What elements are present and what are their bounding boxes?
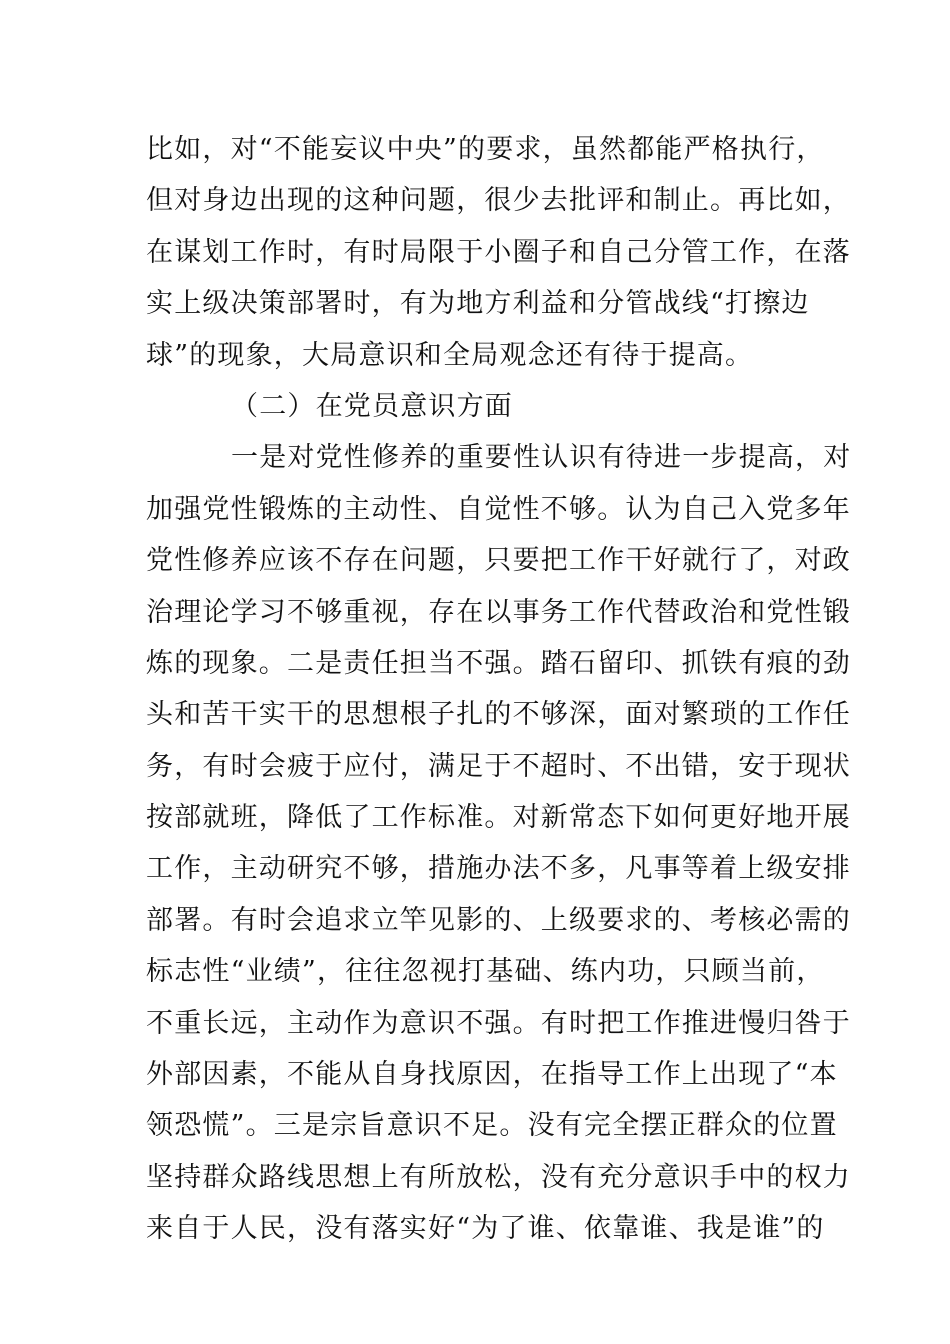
text-line: 不重长远，主动作为意识不强。有时把工作推进慢归咎于 [146,1007,851,1039]
text-line: 按部就班，降低了工作标准。对新常态下如何更好地开展 [146,802,851,834]
text-line: 外部因素，不能从自身找原因，在指导工作上出现了“本 [146,1059,838,1091]
text-line: 炼的现象。二是责任担当不强。踏石留印、抓铁有痕的劲 [146,647,851,679]
text-line: 坚持群众路线思想上有所放松，没有充分意识手中的权力 [146,1161,851,1193]
text-line: 领恐慌”。三是宗旨意识不足。没有完全摆正群众的位置 [146,1110,838,1142]
text-line: 治理论学习不够重视，存在以事务工作代替政治和党性锻 [146,596,851,628]
text-line: 实上级决策部署时，有为地方利益和分管战线“打擦边 [146,288,810,320]
text-line: 加强党性锻炼的主动性、自觉性不够。认为自己入党多年 [146,493,851,525]
text-line: 务，有时会疲于应付，满足于不超时、不出错，安于现状 [146,750,851,782]
text-line: 工作，主动研究不够，措施办法不多，凡事等着上级安排 [146,853,851,885]
text-line: 标志性“业绩”，往往忽视打基础、练内功，只顾当前， [146,956,825,988]
text-line: 在谋划工作时，有时局限于小圈子和自己分管工作，在落 [146,236,851,268]
text-line: 来自于人民，没有落实好“为了谁、依靠谁、我是谁”的 [146,1213,825,1245]
document-body [146,124,852,1255]
paragraph-first-line: 一是对党性修养的重要性认识有待进一步提高，对 [231,442,852,474]
text-line: 比如，对“不能妄议中央”的要求，虽然都能严格执行， [146,134,825,165]
text-line: 但对身边出现的这种问题，很少去批评和制止。再比如， [146,185,851,217]
text-line: 党性修养应该不存在问题，只要把工作干好就行了，对政 [146,545,851,577]
text-line: 球”的现象，大局意识和全局观念还有待于提高。 [146,339,754,371]
text-line: 头和苦干实干的思想根子扎的不够深，面对繁琐的工作任 [146,699,851,731]
text-line: 部署。有时会追求立竿见影的、上级要求的、考核必需的 [146,904,851,936]
section-heading: （二）在党员意识方面 [231,390,513,422]
